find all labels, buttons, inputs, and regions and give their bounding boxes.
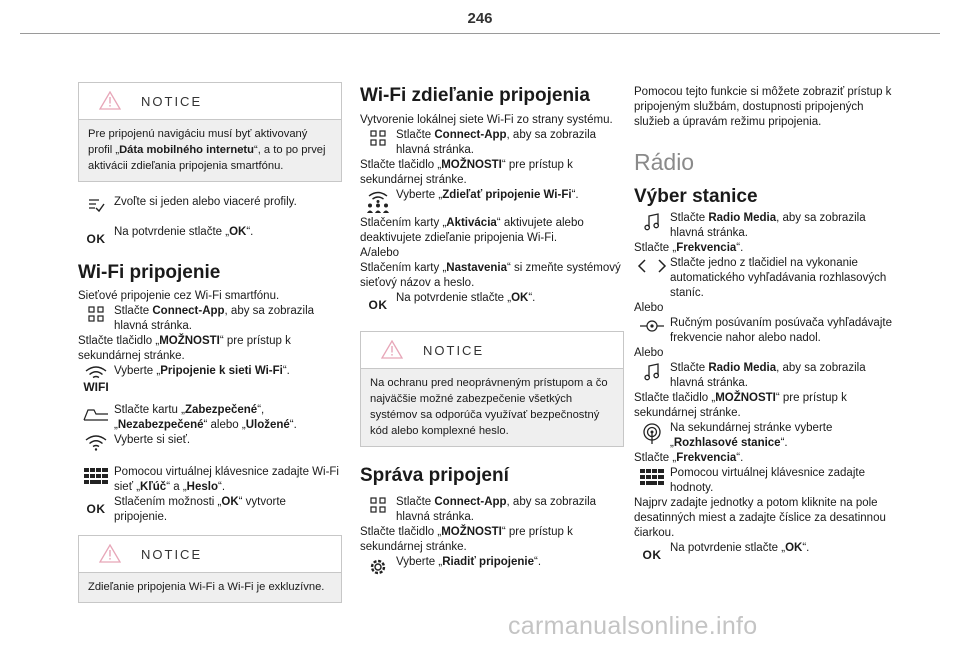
ok-icon: OK — [86, 502, 106, 516]
options-line: Stlačte tlačidlo „MOŽNOSTI“ pre prístup k sekundárnej stránke. — [360, 159, 573, 186]
share-intro: Vytvorenie lokálnej siete Wi-Fi zo strany systému. — [360, 114, 613, 126]
options-line: Stlačte tlačidlo „MOŽNOSTI“ pre prístup k sekundárnej stránke. — [78, 335, 291, 362]
section-title-select: Výber stanice — [634, 186, 758, 207]
step-text: Na potvrdenie stlačte „OK“. — [396, 292, 536, 304]
wifi-label: WIFI — [83, 380, 109, 394]
wifi-share-icon — [366, 190, 390, 214]
notice-text: Pre pripojenú navigáciu musí byť aktivovaný profil „Dáta mobilného internetu“, a to po prvej aktivácii zdieľania pripojenia smartfónu. — [79, 120, 341, 181]
step-broadcast — [634, 421, 898, 451]
notice-text: Zdieľanie pripojenia Wi-Fi a Wi-Fi je exkluzívne. — [79, 573, 341, 602]
frequency-line: Stlačte „Frekvencia“. — [634, 242, 744, 254]
step-text: Na potvrdenie stlačte „OK“. — [114, 226, 254, 238]
step-select-wifi — [78, 364, 342, 395]
keyboard-icon — [84, 468, 108, 485]
step-slider — [634, 316, 898, 346]
or-line: Alebo — [634, 302, 664, 314]
broadcast-icon — [642, 423, 662, 445]
wifi-signal-icon — [85, 435, 107, 451]
ok-icon: OK — [642, 548, 662, 562]
step-text: Vyberte „Riadiť pripojenie“. — [396, 556, 542, 568]
step-ok-connect — [78, 495, 342, 525]
column-3 — [634, 82, 898, 563]
step-text: Zvoľte si jeden alebo viaceré profily. — [114, 196, 297, 208]
or-line: Alebo — [634, 347, 664, 359]
step-radio-media — [634, 211, 898, 241]
gear-icon — [368, 557, 388, 577]
step-text: Pomocou virtuálnej klávesnice zadajte hodnoty. — [670, 467, 865, 494]
wifi-intro: Sieťové pripojenie cez Wi-Fi smartfónu. — [78, 290, 280, 302]
activation-line: Stlačením karty „Aktivácia“ aktivujete alebo deaktivujete zdieľanie pripojenia Wi-Fi. — [360, 217, 584, 244]
slider-icon — [639, 318, 665, 334]
column-1 — [78, 82, 342, 603]
step-text: Vyberte „Zdieľať pripojenie Wi-Fi“. — [396, 189, 579, 201]
step-text: Stlačte Radio Media, aby sa zobrazila hlavná stránka. — [670, 212, 866, 239]
wifi-icon — [85, 366, 107, 380]
notice-header — [79, 536, 341, 573]
chapter-title-radio: Rádio — [634, 149, 695, 175]
checklist-icon — [87, 197, 105, 213]
step-arrows — [634, 256, 898, 301]
step-radio-media-2 — [634, 361, 898, 391]
step-keyboard — [634, 466, 898, 496]
step-text: Ručným posúvaním posúvača vyhľadávajte frekvencie nahor alebo nadol. — [670, 317, 892, 344]
warning-icon — [381, 340, 403, 359]
section-title-manage: Správa pripojení — [360, 465, 509, 486]
header-rule — [20, 33, 940, 34]
units-line: Najprv zadajte jednotky a potom kliknite na pole desatinných miest a zadajte číslice za desatinnou čiarkou. — [634, 497, 886, 539]
notice-box — [360, 331, 624, 447]
step-connect-app — [78, 304, 342, 334]
watermark: carmanualsonline.info — [508, 612, 758, 640]
step-text: Pomocou virtuálnej klávesnice zadajte Wi-Fi sieť „Kľúč“ a „Heslo“. — [114, 466, 339, 493]
step-share — [360, 188, 624, 214]
step-text: Vyberte si sieť. — [114, 434, 191, 446]
step-text: Stlačením možnosti „OK“ vytvorte pripojenie. — [114, 496, 286, 523]
step-text: Vyberte „Pripojenie k sieti Wi-Fi“. — [114, 365, 290, 377]
frequency-line: Stlačte „Frekvencia“. — [634, 452, 744, 464]
keyboard-icon — [640, 469, 664, 486]
step-text: Stlačte jedno z tlačidiel na vykonanie automatického vyhľadávania rozhlasových staníc. — [670, 257, 887, 299]
step-text: Stlačte Connect-App, aby sa zobrazila hlavná stránka. — [114, 305, 315, 332]
step-keyboard — [78, 465, 342, 495]
options-line: Stlačte tlačidlo „MOŽNOSTI“ pre prístup k sekundárnej stránke. — [360, 526, 573, 553]
step-text: Stlačte Connect-App, aby sa zobrazila hlavná stránka. — [396, 496, 597, 523]
notice-box — [78, 535, 342, 603]
step-confirm — [360, 291, 624, 313]
step-text: Stlačte Radio Media, aby sa zobrazila hlavná stránka. — [670, 362, 866, 389]
chevrons-left-right-icon — [637, 258, 667, 274]
apps-grid-icon — [370, 497, 386, 513]
section-title-wifi: Wi-Fi pripojenie — [78, 262, 221, 283]
step-tab — [78, 403, 342, 433]
settings-line: Stlačením karty „Nastavenia“ si zmeňte systémový sieťový názov a heslo. — [360, 262, 621, 289]
options-line: Stlačte tlačidlo „MOŽNOSTI“ pre prístup k sekundárnej stránke. — [634, 392, 847, 419]
step-confirm — [78, 225, 342, 247]
warning-icon — [99, 544, 121, 563]
notice-box — [78, 82, 342, 182]
step-text: Stlačte kartu „Zabezpečené“, „Nezabezpečené“ alebo „Uložené“. — [114, 404, 297, 431]
step-connect-app — [360, 495, 624, 525]
step-confirm — [634, 541, 898, 563]
step-profiles — [78, 195, 342, 213]
or-line: A/alebo — [360, 247, 400, 259]
notice-header — [361, 332, 623, 369]
step-manage — [360, 555, 624, 577]
intro-text: Pomocou tejto funkcie si môžete zobraziť prístup k pripojeným službám, dostupnosti pripojených služieb a úpravám režimu pripojenia. — [634, 86, 892, 128]
step-text: Na sekundárnej stránke vyberte „Rozhlasové stanice“. — [670, 422, 833, 449]
page-number: 246 — [467, 10, 493, 27]
notice-title: NOTICE — [141, 94, 203, 109]
notice-title: NOTICE — [423, 343, 485, 358]
step-network — [78, 433, 342, 451]
apps-grid-icon — [370, 130, 386, 146]
apps-grid-icon — [88, 306, 104, 322]
step-text: Na potvrdenie stlačte „OK“. — [670, 542, 810, 554]
music-note-icon — [644, 213, 660, 231]
step-text: Stlačte Connect-App, aby sa zobrazila hlavná stránka. — [396, 129, 597, 156]
step-connect-app — [360, 128, 624, 158]
notice-header — [79, 83, 341, 120]
tabs-icon — [83, 407, 109, 421]
music-note-icon — [644, 363, 660, 381]
column-2 — [360, 82, 624, 577]
notice-title: NOTICE — [141, 547, 203, 562]
notice-text: Na ochranu pred neoprávneným prístupom a čo najväčšie možné zabezpečenie všetkých systémov sa odporúča využívať bezpečnostný kód alebo komplexné heslo. — [361, 369, 623, 446]
warning-icon — [99, 91, 121, 110]
ok-icon: OK — [86, 232, 106, 246]
ok-icon: OK — [368, 298, 388, 312]
section-title-share: Wi-Fi zdieľanie pripojenia — [360, 85, 590, 106]
